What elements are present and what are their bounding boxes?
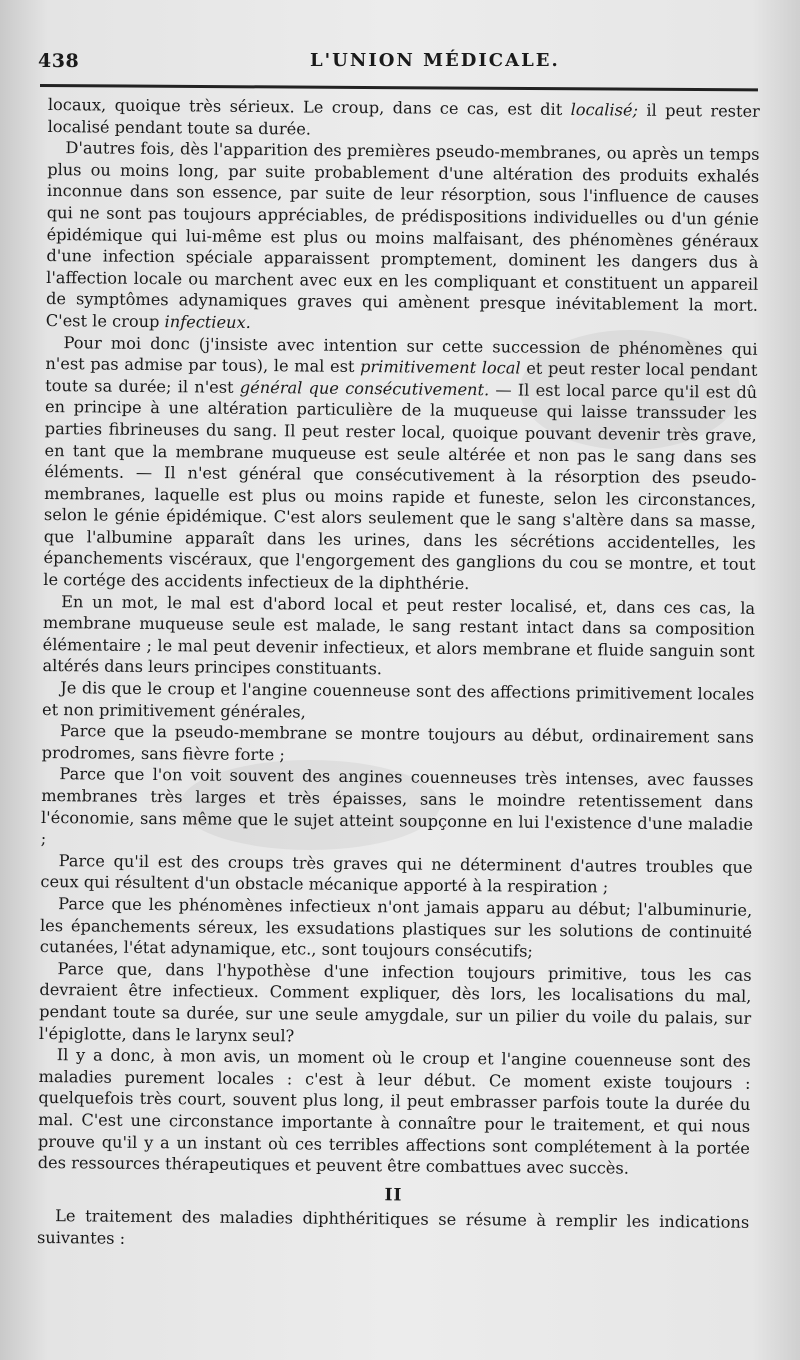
paragraph: [38, 1044, 751, 1180]
text-run: et peut rester local pendant toute sa durée; il n'est: [45, 358, 758, 397]
paragraph: [39, 958, 752, 1051]
italic-text: localisé;: [570, 100, 639, 120]
paragraph: [42, 591, 755, 684]
paragraph: [46, 137, 760, 338]
text-run: D'autres fois, dès l'apparition des premières pseudo-membranes, ou après un temps plus ou moins long, par suite probablement d'une altération des produits exhalés inconnue dans son essence, par suite de leur résorption, sous l'influence de causes qui ne sont pas toujours appréciables, de prédispositions individuelles ou d'un génie épidémique qui lui-même est plus ou moins malfaisant, des phénomènes généraux d'une infection spéciale apparaissent promptement, dominent les dangers dus à l'affection locale ou marchent avec eux en les compliquant et constituent un appareil de symptômes adynamiques graves qui amènent presque inévitablement la mort. C'est le croup: [45, 138, 760, 332]
text-run: il peut rester localisé pendant toute sa durée.: [47, 100, 760, 139]
paragraph: [40, 893, 753, 965]
paragraph: [48, 94, 760, 144]
header-rule: [40, 84, 758, 91]
text-run: En un mot, le mal est d'abord local et peut rester localisé, et, dans ces cas, la membrane muqueuse seule est malade, le sang restant intact dans sa composition élémentaire ; le mal peut devenir infectieux, et alors membrane et fluide sanguin sont altérés dans leurs principes constituants.: [42, 591, 756, 679]
italic-text: général que consécutivement.: [239, 377, 490, 399]
page-header: [38, 48, 758, 76]
section-number: II: [384, 1184, 403, 1206]
paragraph: [41, 763, 754, 856]
text-run: Parce que l'on voit souvent des angines couenneuses très intenses, avec fausses membranes très larges et très épaisses, sans le moindre retentissement dans l'économie, sans même que le sujet atteint soupçonne en lui l'existence d'une maladie ;: [40, 764, 754, 849]
text-run: Je dis que le croup et l'angine couenneuse sont des affections primitivement locales et non primitivement générales,: [42, 678, 755, 722]
paragraph: [42, 720, 754, 770]
text-run: Parce qu'il est des croups très graves qui ne déterminent d'autres troubles que ceux qui résultent d'un obstacle mécanique apporté à la respiration ;: [40, 850, 753, 897]
article-body: [37, 94, 760, 1255]
paragraph: [40, 850, 752, 900]
text-run: Pour moi donc (j'insiste avec intention sur cette succession de phénomènes qui n'est pas admise par tous), le mal est: [45, 332, 758, 377]
running-title: L'UNION MÉDICALE.: [310, 50, 560, 71]
final-paragraph: Le traitement des maladies diphthéritiques se résume à remplir les indications suivantes :: [36, 1206, 750, 1248]
italic-text: infectieux.: [164, 312, 251, 332]
paragraph: [42, 677, 754, 727]
italic-text: primitivement local: [360, 357, 521, 378]
text-run: locaux, quoique très sérieux. Le croup, dans ce cas, est dit: [47, 94, 571, 120]
page-number: 438: [38, 50, 80, 72]
paragraph: [43, 332, 757, 598]
text-run: — Il est local parce qu'il est dû en principe à une altération particulière de la muqueuse qui laisse transsuder les parties fibrineuses du sang. Il peut rester local, quoique pouvant devenir très grave, en tant que la membrane muqueuse est seule altérée et non pas le sang dans ses éléments. — Il n'est général que consécutivement à la résorption des pseudo-membranes, laquelle est plus ou moins rapide et funeste, selon les circonstances, selon le génie épidémique. C'est alors seulement que le sang s'altère dans sa masse, que l'albumine apparaît dans les urines, dans les sécrétions accidentelles, les épanchements viscéraux, que l'engorgement des ganglions du cou se montre, et tout le cortége des accidents infectieux de la diphthérie.: [43, 379, 758, 594]
text-run: Parce que la pseudo-membrane se montre toujours au début, ordinairement sans prodromes, sans fièvre forte ;: [41, 721, 754, 765]
text-run: Parce que les phénomènes infectieux n'ont jamais apparu au début; l'albuminurie, les épanchements séreux, les exsudations plastiques sur les solutions de continuité cutanées, l'état adynamique, etc., sont toujours consécutifs;: [39, 894, 753, 961]
text-run: Il y a donc, à mon avis, un moment où le croup et l'angine couenneuse sont des maladies purement locales : c'est à leur début. Ce moment existe toujours : quelquefois très court, souvent plus long, il peut embrasser parfois toute la durée du mal. C'est une circonstance importante à connaître pour le traitement, et qui nous prouve qu'il y a un instant où ces terribles affections sont complétement à la portée des ressources thérapeutiques et peuvent être combattues avec succès.: [37, 1045, 751, 1178]
text-run: Parce que, dans l'hypothèse d'une infection toujours primitive, tous les cas devraient être infectieux. Comment expliquer, dès lors, les localisations du mal, pendant toute sa durée, sur une seule amygdale, sur un pilier du voile du palais, sur l'épiglotte, dans le larynx seul?: [38, 958, 752, 1045]
